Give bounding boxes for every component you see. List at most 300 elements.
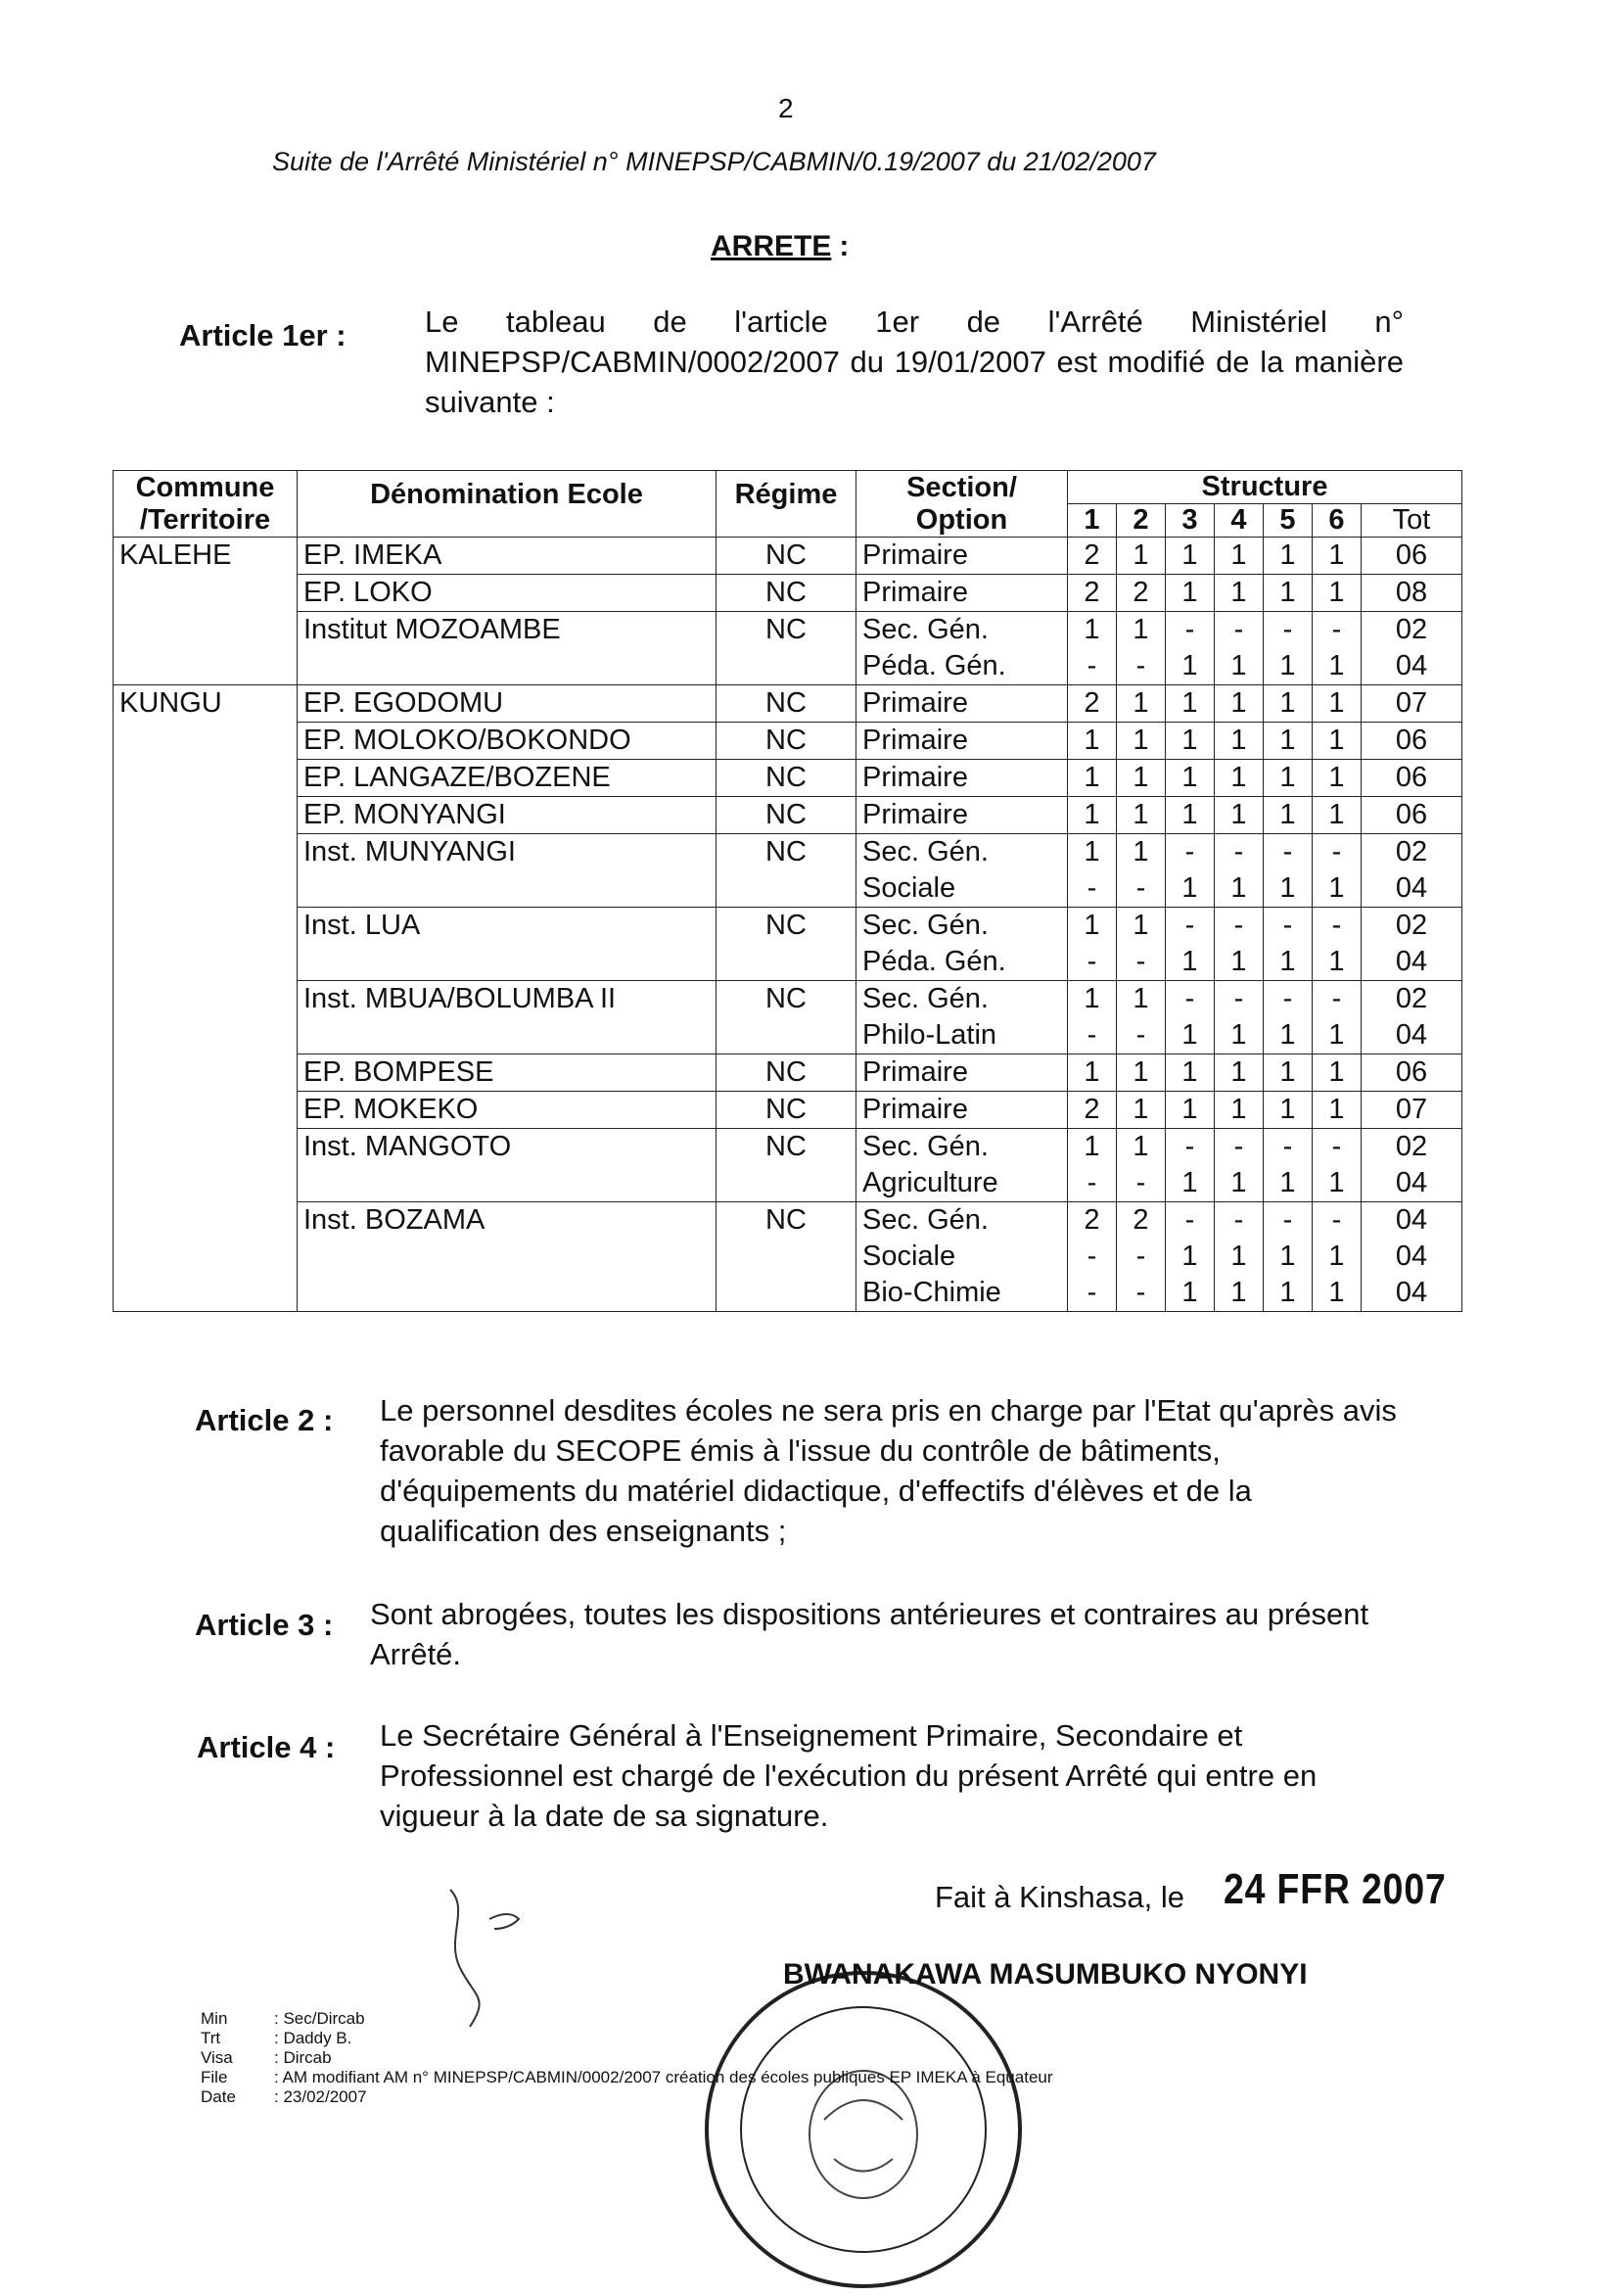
structure-value: 1 — [1279, 1241, 1296, 1272]
structure-col-5 — [1264, 1054, 1313, 1092]
structure-value: 1 — [1328, 1094, 1345, 1125]
school-name: Inst. BOZAMA — [303, 1204, 486, 1236]
section-option: Primaire — [862, 725, 968, 756]
commune-text — [119, 908, 291, 944]
school-name-cell — [298, 1202, 717, 1312]
table-row — [114, 1202, 1462, 1312]
school-name: EP. MOLOKO/BOKONDO — [303, 725, 631, 756]
regime-cell — [717, 1092, 856, 1129]
table-row — [114, 760, 1462, 797]
structure-value: 1 — [1230, 872, 1247, 904]
meta-row — [201, 2068, 1053, 2087]
structure-value: - — [1233, 614, 1244, 645]
structure-value: - — [1331, 983, 1342, 1014]
total-value: 04 — [1395, 872, 1428, 904]
structure-value: 1 — [1328, 650, 1345, 681]
structure-col-6 — [1313, 575, 1362, 612]
structure-col-3 — [1166, 1129, 1215, 1202]
structure-value: 1 — [1133, 539, 1149, 571]
structure-value: - — [1282, 836, 1293, 867]
section-option: Péda. Gén. — [862, 946, 1006, 977]
structure-value: 1 — [1230, 539, 1247, 571]
structure-col-4 — [1215, 1202, 1264, 1312]
structure-col-1 — [1068, 981, 1117, 1054]
meta-row — [201, 2048, 1053, 2068]
regime-value: NC — [765, 577, 807, 608]
structure-value: - — [1331, 1204, 1342, 1236]
structure-col-6 — [1313, 760, 1362, 797]
schools-table — [113, 470, 1462, 1312]
structure-col-2 — [1117, 1092, 1166, 1129]
structure-col-2 — [1117, 1202, 1166, 1312]
structure-value: 1 — [1181, 1277, 1198, 1308]
structure-value: 1 — [1084, 1056, 1100, 1088]
structure-value: 1 — [1328, 577, 1345, 608]
total-value: 07 — [1395, 1094, 1428, 1125]
section-cell — [856, 760, 1068, 797]
commune-text: KUNGU — [119, 687, 222, 719]
structure-value: 1 — [1181, 1241, 1198, 1272]
regime-value: NC — [765, 910, 807, 941]
regime-cell — [717, 834, 856, 908]
table-row — [114, 981, 1462, 1054]
meta-key: Date — [201, 2087, 236, 2106]
structure-total — [1362, 908, 1462, 981]
structure-col-1 — [1068, 723, 1117, 760]
section-cell — [856, 575, 1068, 612]
structure-value: 1 — [1230, 946, 1247, 977]
structure-total — [1362, 612, 1462, 685]
commune-cell — [114, 612, 298, 685]
structure-col-4 — [1215, 575, 1264, 612]
structure-col-2 — [1117, 575, 1166, 612]
structure-col-1 — [1068, 538, 1117, 575]
structure-value: 1 — [1181, 725, 1198, 756]
total-value: 06 — [1395, 1056, 1428, 1088]
structure-col-5 — [1264, 612, 1313, 685]
structure-value: - — [1184, 836, 1195, 867]
regime-value: NC — [765, 1056, 807, 1088]
structure-col-1 — [1068, 797, 1117, 834]
school-name-cell — [298, 685, 717, 723]
school-name: EP. LANGAZE/BOZENE — [303, 762, 611, 793]
header-col-3: 3 — [1166, 504, 1215, 538]
meta-row — [201, 2029, 1053, 2048]
table-row — [114, 685, 1462, 723]
structure-total — [1362, 1054, 1462, 1092]
structure-value: 1 — [1181, 650, 1198, 681]
structure-value: 1 — [1181, 799, 1198, 830]
regime-cell — [717, 685, 856, 723]
article4-text: Le Secrétaire Général à l'Enseignement Primaire, Secondaire et Professionnel est chargé de l'exécution du présent Arrêté qui entre en vigueur à la date de sa signature. — [380, 1718, 1318, 1833]
structure-value: - — [1087, 650, 1097, 681]
structure-value: 1 — [1133, 799, 1149, 830]
regime-cell — [717, 1054, 856, 1092]
structure-value: 1 — [1279, 799, 1296, 830]
structure-value: 1 — [1181, 1019, 1198, 1051]
article3-label: Article 3 : — [195, 1608, 334, 1642]
arrete-title — [711, 230, 849, 263]
structure-col-5 — [1264, 1092, 1313, 1129]
structure-col-3 — [1166, 1092, 1215, 1129]
structure-col-3 — [1166, 575, 1215, 612]
structure-col-2 — [1117, 538, 1166, 575]
table-row — [114, 538, 1462, 575]
section-option: Primaire — [862, 539, 968, 571]
structure-total — [1362, 797, 1462, 834]
structure-col-4 — [1215, 612, 1264, 685]
regime-cell — [717, 1202, 856, 1312]
commune-text — [119, 834, 291, 870]
meta-value: : Sec/Dircab — [274, 2009, 365, 2028]
commune-cell — [114, 575, 298, 612]
structure-value: - — [1233, 1204, 1244, 1236]
signer-name: BWANAKAWA MASUMBUKO NYONYI — [783, 1958, 1308, 1991]
section-option: Primaire — [862, 577, 968, 608]
structure-col-3 — [1166, 760, 1215, 797]
structure-value: 1 — [1230, 1056, 1247, 1088]
regime-cell — [717, 723, 856, 760]
structure-value: 2 — [1084, 1094, 1100, 1125]
structure-value: 1 — [1328, 799, 1345, 830]
school-name-cell — [298, 1092, 717, 1129]
school-name-cell — [298, 575, 717, 612]
structure-value: 1 — [1279, 725, 1296, 756]
school-name: EP. MOKEKO — [303, 1094, 479, 1125]
structure-value: - — [1135, 872, 1146, 904]
regime-cell — [717, 612, 856, 685]
structure-col-2 — [1117, 1054, 1166, 1092]
structure-total — [1362, 575, 1462, 612]
section-cell — [856, 1092, 1068, 1129]
section-option: Primaire — [862, 799, 968, 830]
commune-cell — [114, 1092, 298, 1129]
structure-value: 1 — [1133, 614, 1149, 645]
meta-row — [201, 2087, 1053, 2107]
section-option: Agriculture — [862, 1167, 998, 1198]
regime-value: NC — [765, 725, 807, 756]
structure-value: 1 — [1230, 762, 1247, 793]
structure-col-2 — [1117, 612, 1166, 685]
table-row — [114, 908, 1462, 981]
school-name: EP. BOMPESE — [303, 1056, 494, 1088]
commune-text — [119, 1092, 291, 1128]
commune-cell — [114, 723, 298, 760]
section-option: Sec. Gén. — [862, 1131, 989, 1162]
total-value: 08 — [1395, 577, 1428, 608]
structure-col-1 — [1068, 612, 1117, 685]
structure-value: - — [1135, 1241, 1146, 1272]
total-value: 06 — [1395, 762, 1428, 793]
total-value: 02 — [1395, 836, 1428, 867]
structure-col-4 — [1215, 908, 1264, 981]
regime-value: NC — [765, 1204, 807, 1236]
structure-col-5 — [1264, 1202, 1313, 1312]
section-cell — [856, 834, 1068, 908]
structure-value: 1 — [1328, 946, 1345, 977]
structure-value: 1 — [1181, 539, 1198, 571]
structure-value: - — [1282, 1131, 1293, 1162]
structure-col-5 — [1264, 797, 1313, 834]
structure-col-3 — [1166, 538, 1215, 575]
commune-text — [119, 797, 291, 833]
structure-value: 1 — [1279, 946, 1296, 977]
structure-col-1 — [1068, 760, 1117, 797]
structure-value: 1 — [1133, 762, 1149, 793]
structure-col-2 — [1117, 723, 1166, 760]
structure-col-4 — [1215, 723, 1264, 760]
header-col-5: 5 — [1264, 504, 1313, 538]
structure-value: 1 — [1181, 1056, 1198, 1088]
structure-col-2 — [1117, 797, 1166, 834]
structure-value: 1 — [1230, 577, 1247, 608]
structure-col-4 — [1215, 1129, 1264, 1202]
structure-value: 1 — [1328, 1056, 1345, 1088]
structure-total — [1362, 981, 1462, 1054]
structure-col-4 — [1215, 981, 1264, 1054]
header-commune: Commune /Territoire — [114, 471, 298, 538]
structure-total — [1362, 723, 1462, 760]
structure-value: - — [1233, 1131, 1244, 1162]
structure-value: - — [1184, 1204, 1195, 1236]
structure-total — [1362, 834, 1462, 908]
structure-col-5 — [1264, 538, 1313, 575]
structure-value: 1 — [1133, 983, 1149, 1014]
table-row — [114, 612, 1462, 685]
structure-value: 1 — [1328, 762, 1345, 793]
structure-col-6 — [1313, 723, 1362, 760]
school-name: Inst. MBUA/BOLUMBA II — [303, 983, 617, 1014]
structure-value: 1 — [1230, 687, 1247, 719]
structure-value: 2 — [1084, 577, 1100, 608]
meta-row — [201, 2009, 1053, 2029]
regime-value: NC — [765, 836, 807, 867]
commune-text: KALEHE — [119, 539, 232, 571]
date-stamp: 24 FFR 2007 — [1224, 1865, 1447, 1913]
school-name-cell — [298, 538, 717, 575]
structure-col-6 — [1313, 1054, 1362, 1092]
document-header: Suite de l'Arrêté Ministériel n° MINEPSP/CABMIN/0.19/2007 du 21/02/2007 — [272, 147, 1156, 176]
structure-value: - — [1184, 1131, 1195, 1162]
structure-value: - — [1282, 983, 1293, 1014]
structure-value: 1 — [1328, 1019, 1345, 1051]
commune-cell — [114, 797, 298, 834]
school-name-cell — [298, 612, 717, 685]
structure-value: 1 — [1084, 1131, 1100, 1162]
school-name-cell — [298, 760, 717, 797]
structure-col-5 — [1264, 834, 1313, 908]
structure-col-1 — [1068, 908, 1117, 981]
structure-col-6 — [1313, 612, 1362, 685]
page-number: 2 — [778, 93, 794, 123]
commune-text — [119, 1202, 291, 1239]
section-cell — [856, 723, 1068, 760]
structure-value: 1 — [1181, 946, 1198, 977]
structure-col-1 — [1068, 1092, 1117, 1129]
article2-text: Le personnel desdites écoles ne sera pris en charge par l'Etat qu'après avis favorable du SECOPE émis à l'issue du contrôle de bâtiments, d'équipements du matériel didactique, d'effectifs d'élèves et de la qualification des enseignants ; — [380, 1393, 1397, 1548]
structure-value: 1 — [1279, 687, 1296, 719]
structure-value: - — [1135, 650, 1146, 681]
total-value: 04 — [1395, 1019, 1428, 1051]
structure-value: - — [1282, 910, 1293, 941]
structure-col-4 — [1215, 834, 1264, 908]
structure-total — [1362, 685, 1462, 723]
section-cell — [856, 1202, 1068, 1312]
structure-value: - — [1233, 836, 1244, 867]
regime-cell — [717, 538, 856, 575]
structure-col-3 — [1166, 612, 1215, 685]
school-name-cell — [298, 981, 717, 1054]
meta-value: : Dircab — [274, 2048, 332, 2067]
school-name-cell — [298, 1129, 717, 1202]
article1-text: Le tableau de l'article 1er de l'Arrêté Ministériel n° MINEPSP/CABMIN/0002/2007 du 19/01/2007 est modifié de la manière suivante : — [425, 305, 1404, 419]
structure-value: 1 — [1279, 1094, 1296, 1125]
total-value: 02 — [1395, 910, 1428, 941]
section-option: Primaire — [862, 1094, 968, 1125]
structure-value: 1 — [1328, 539, 1345, 571]
commune-cell — [114, 760, 298, 797]
structure-value: 1 — [1181, 1094, 1198, 1125]
arrete-title-colon: : — [839, 230, 850, 262]
structure-col-6 — [1313, 1092, 1362, 1129]
structure-col-1 — [1068, 685, 1117, 723]
regime-value: NC — [765, 983, 807, 1014]
structure-value: 1 — [1084, 836, 1100, 867]
school-name: EP. MONYANGI — [303, 799, 506, 830]
structure-value: 1 — [1279, 1277, 1296, 1308]
header-structure: Structure — [1068, 471, 1462, 504]
structure-value: - — [1135, 1277, 1146, 1308]
structure-value: 1 — [1328, 687, 1345, 719]
school-name: Inst. MANGOTO — [303, 1131, 512, 1162]
structure-value: 2 — [1133, 1204, 1149, 1236]
structure-value: - — [1135, 946, 1146, 977]
structure-value: - — [1135, 1167, 1146, 1198]
school-name: Inst. LUA — [303, 910, 421, 941]
section-option: Primaire — [862, 762, 968, 793]
structure-value: - — [1331, 836, 1342, 867]
structure-value: - — [1087, 872, 1097, 904]
commune-text — [119, 760, 291, 796]
structure-total — [1362, 1202, 1462, 1312]
structure-col-2 — [1117, 981, 1166, 1054]
structure-col-6 — [1313, 538, 1362, 575]
school-name-cell — [298, 723, 717, 760]
structure-col-2 — [1117, 760, 1166, 797]
total-value: 02 — [1395, 1131, 1428, 1162]
structure-value: 1 — [1133, 687, 1149, 719]
section-cell — [856, 612, 1068, 685]
structure-value: 1 — [1230, 1167, 1247, 1198]
structure-value: - — [1087, 1019, 1097, 1051]
structure-value: 2 — [1084, 1204, 1100, 1236]
structure-value: 1 — [1230, 799, 1247, 830]
commune-cell — [114, 834, 298, 908]
file-metadata — [201, 2009, 1053, 2107]
section-option: Sec. Gén. — [862, 983, 989, 1014]
structure-col-2 — [1117, 834, 1166, 908]
structure-value: 1 — [1279, 1019, 1296, 1051]
structure-value: 1 — [1279, 650, 1296, 681]
commune-text — [119, 575, 291, 611]
table-row — [114, 834, 1462, 908]
table-row — [114, 797, 1462, 834]
structure-value: 1 — [1279, 872, 1296, 904]
structure-col-6 — [1313, 1129, 1362, 1202]
structure-value: 1 — [1279, 762, 1296, 793]
section-option: Sec. Gén. — [862, 910, 989, 941]
section-cell — [856, 908, 1068, 981]
structure-col-4 — [1215, 1054, 1264, 1092]
structure-col-5 — [1264, 1129, 1313, 1202]
structure-value: - — [1087, 1241, 1097, 1272]
section-cell — [856, 685, 1068, 723]
total-value: 06 — [1395, 725, 1428, 756]
structure-value: 1 — [1279, 577, 1296, 608]
structure-col-3 — [1166, 834, 1215, 908]
structure-value: 1 — [1084, 725, 1100, 756]
meta-value: : Daddy B. — [274, 2029, 352, 2047]
regime-cell — [717, 1129, 856, 1202]
table-header-row — [114, 471, 1462, 504]
total-value: 04 — [1395, 650, 1428, 681]
header-col-6: 6 — [1313, 504, 1362, 538]
regime-value: NC — [765, 614, 807, 645]
section-option: Sociale — [862, 872, 956, 904]
regime-value: NC — [765, 687, 807, 719]
school-name: EP. LOKO — [303, 577, 433, 608]
header-col-1: 1 — [1068, 504, 1117, 538]
structure-value: 1 — [1230, 725, 1247, 756]
header-col-tot: Tot — [1362, 504, 1462, 538]
structure-value: 2 — [1133, 577, 1149, 608]
school-name: EP. EGODOMU — [303, 687, 504, 719]
structure-col-3 — [1166, 981, 1215, 1054]
total-value: 02 — [1395, 983, 1428, 1014]
meta-key: Trt — [201, 2029, 221, 2047]
regime-cell — [717, 981, 856, 1054]
structure-value: 1 — [1133, 836, 1149, 867]
structure-col-6 — [1313, 981, 1362, 1054]
article4-label: Article 4 : — [197, 1730, 336, 1764]
commune-cell — [114, 538, 298, 575]
commune-text — [119, 981, 291, 1017]
structure-value: - — [1282, 1204, 1293, 1236]
structure-col-2 — [1117, 908, 1166, 981]
structure-col-1 — [1068, 1202, 1117, 1312]
school-name: Institut MOZOAMBE — [303, 614, 561, 645]
structure-value: 1 — [1181, 1167, 1198, 1198]
structure-value: 1 — [1133, 910, 1149, 941]
structure-col-6 — [1313, 797, 1362, 834]
structure-total — [1362, 538, 1462, 575]
structure-col-1 — [1068, 575, 1117, 612]
structure-value: 1 — [1230, 1277, 1247, 1308]
structure-col-3 — [1166, 685, 1215, 723]
commune-cell — [114, 1202, 298, 1312]
structure-col-3 — [1166, 1202, 1215, 1312]
structure-col-6 — [1313, 685, 1362, 723]
structure-value: 1 — [1328, 872, 1345, 904]
structure-value: 1 — [1181, 687, 1198, 719]
structure-value: - — [1331, 614, 1342, 645]
structure-value: - — [1087, 1277, 1097, 1308]
structure-value: 1 — [1084, 799, 1100, 830]
commune-cell — [114, 908, 298, 981]
regime-cell — [717, 575, 856, 612]
structure-col-5 — [1264, 981, 1313, 1054]
table-row — [114, 575, 1462, 612]
